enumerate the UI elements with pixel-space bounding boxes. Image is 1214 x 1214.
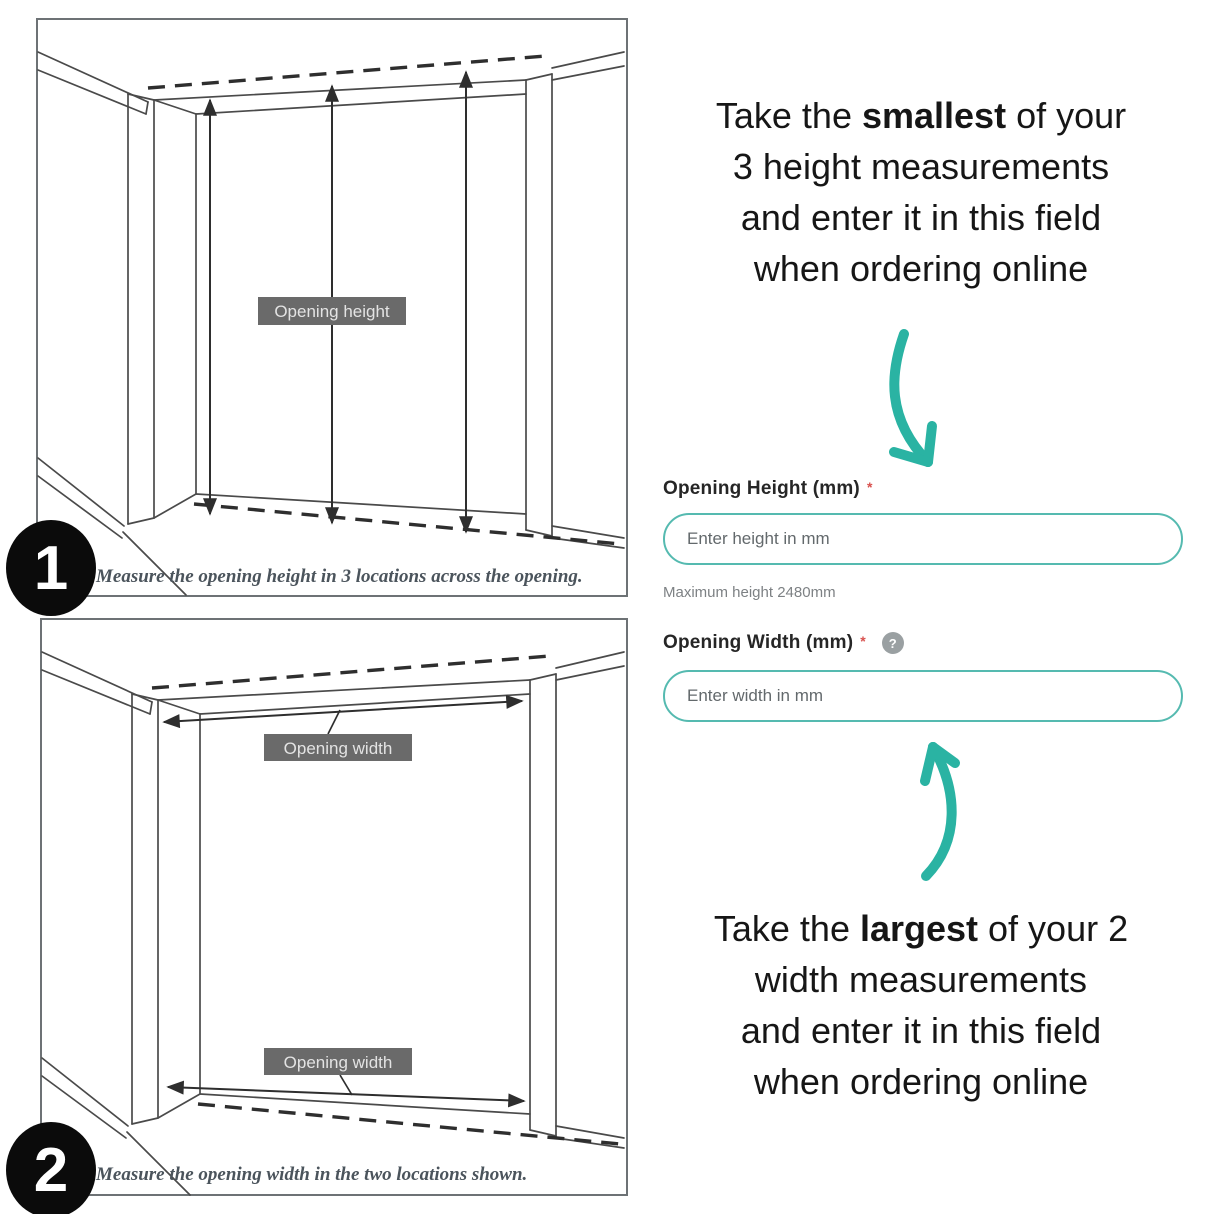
opening-height-field-label: Opening Height (mm) [663, 478, 860, 499]
diagram1-caption: Measure the opening height in 3 locations across the opening. [96, 566, 583, 587]
opening-height-input[interactable] [663, 513, 1183, 565]
width-instruction-line1: Take the largest of your 2 [713, 908, 1129, 949]
height-instruction-text [658, 90, 1184, 294]
required-asterisk: * [866, 479, 873, 495]
diagram2-caption: Measure the opening width in the two locations shown. [96, 1164, 528, 1185]
width-instruction-line2: width measurements [754, 959, 1088, 1000]
opening-height-label [258, 297, 406, 325]
height-instruction-line3: and enter it in this field [740, 197, 1102, 238]
opening-height-field-label-row [663, 478, 872, 500]
height-instruction-line1: Take the smallest of your [715, 95, 1127, 136]
help-icon[interactable]: ? [882, 632, 904, 654]
opening-width-label-bottom-text: Opening width [283, 1053, 393, 1072]
step-2-number: 2 [33, 1135, 69, 1205]
opening-width-label-top [264, 734, 412, 761]
opening-width-label-top-text: Opening width [283, 739, 393, 758]
width-measurement-diagram [40, 618, 628, 1196]
opening-height-label-text: Opening height [274, 302, 390, 321]
opening-width-field-label: Opening Width (mm) [663, 632, 854, 653]
required-asterisk: * [860, 633, 866, 649]
opening-width-field-label-row [663, 632, 904, 654]
width-instruction-line3: and enter it in this field [740, 1010, 1102, 1051]
height-instruction-line4: when ordering online [753, 248, 1089, 289]
height-instruction-line2: 3 height measurements [732, 146, 1110, 187]
max-height-helper-text: Maximum height 2480mm [663, 584, 836, 601]
opening-width-label-bottom [264, 1048, 412, 1075]
step-1-number: 1 [33, 533, 69, 603]
step-2-badge [6, 1122, 96, 1214]
width-instruction-line4: when ordering online [753, 1061, 1089, 1102]
curved-arrow-up-icon [896, 736, 986, 886]
opening-width-input[interactable] [663, 670, 1183, 722]
curved-arrow-down-icon [872, 326, 1002, 476]
step-1-badge [6, 520, 96, 616]
width-instruction-text [658, 903, 1184, 1107]
height-measurement-diagram [36, 18, 628, 597]
